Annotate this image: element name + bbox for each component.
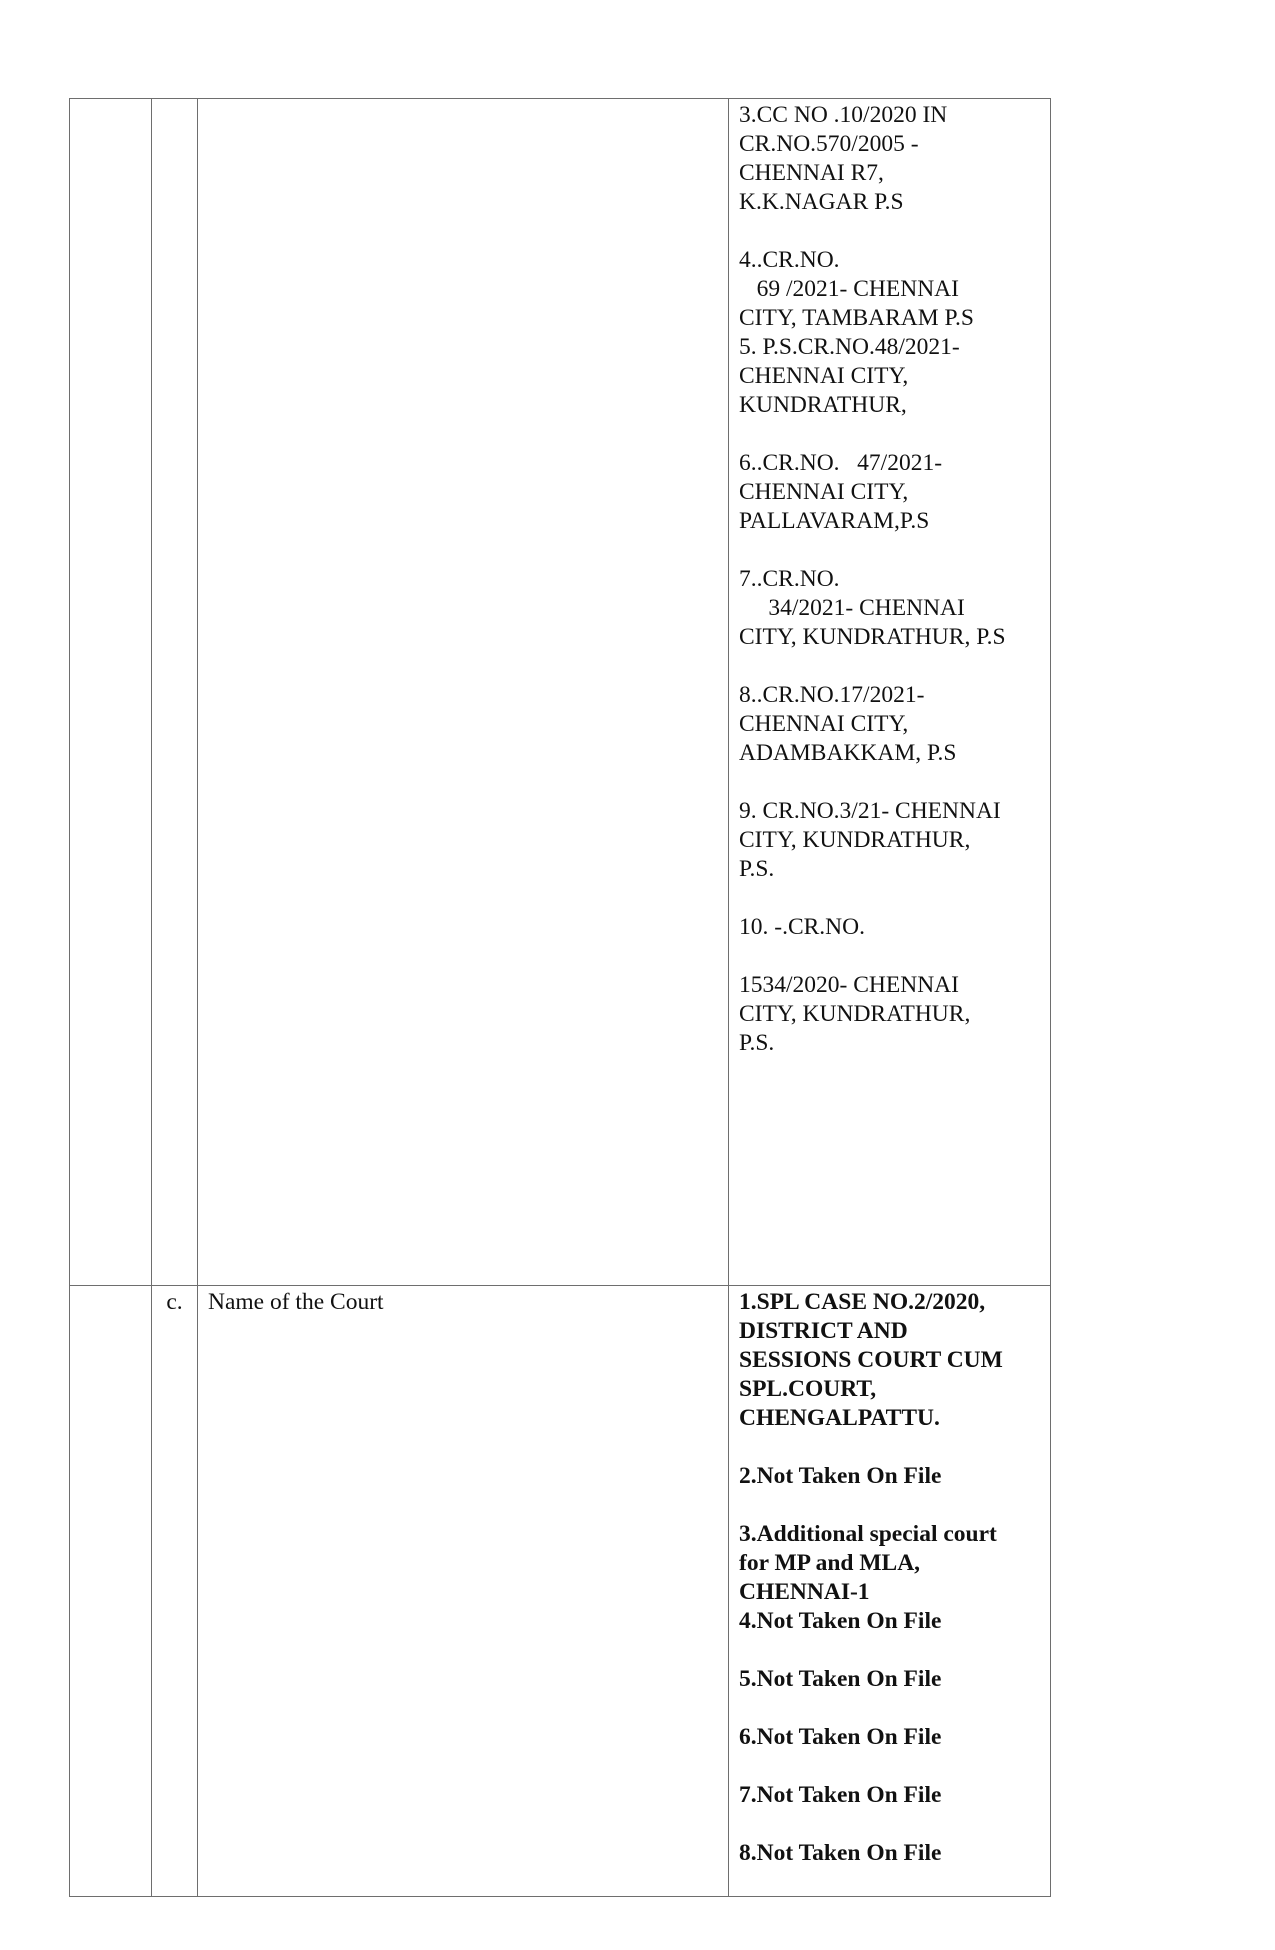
index-cell: [152, 99, 198, 1286]
value-cell: [729, 1286, 1051, 1897]
list-item: [739, 565, 1040, 652]
entry-line: 1534/2020- CHENNAI: [739, 972, 959, 998]
list-item: [739, 449, 1040, 536]
table-row-case-numbers: [70, 99, 1051, 1286]
entry-line: 4.Not Taken On File: [739, 1608, 942, 1634]
entry-line: for MP and MLA,: [739, 1550, 921, 1576]
list-item: [739, 101, 1040, 217]
case-number-list: [729, 99, 1050, 1058]
entry-line: SESSIONS COURT CUM: [739, 1347, 1003, 1373]
entry-line: CHENGALPATTU.: [739, 1405, 940, 1431]
entry-line: DISTRICT AND: [739, 1318, 908, 1344]
entry-line: 34/2021- CHENNAI: [739, 595, 965, 621]
entry-line: CR.NO.570/2005 -: [739, 131, 919, 157]
list-item: [739, 1520, 1040, 1607]
label-text: [198, 99, 728, 101]
list-item: [739, 1781, 1040, 1810]
index-text: c.: [166, 1289, 183, 1315]
label-text: Name of the Court: [208, 1289, 384, 1315]
entry-line: 4..CR.NO.: [739, 247, 840, 273]
entry-line: SPL.COURT,: [739, 1376, 877, 1402]
list-item: [739, 1288, 1040, 1433]
entry-line: 10. -.CR.NO.: [739, 914, 865, 940]
entry-line: ADAMBAKKAM, P.S: [739, 740, 957, 766]
serial-cell: [70, 99, 152, 1286]
entry-line: 3.CC NO .10/2020 IN: [739, 102, 948, 128]
table-row-court-names: [70, 1286, 1051, 1897]
entry-line: P.S.: [739, 856, 775, 882]
list-item: [739, 681, 1040, 768]
entry-line: CHENNAI CITY,: [739, 479, 909, 505]
entry-line: PALLAVARAM,P.S: [739, 508, 930, 534]
entry-line: CHENNAI CITY,: [739, 363, 909, 389]
list-item: [739, 1839, 1040, 1868]
entry-line: KUNDRATHUR,: [739, 392, 907, 418]
list-item: [739, 1462, 1040, 1491]
entry-line: 6.Not Taken On File: [739, 1724, 942, 1750]
entry-line: CHENNAI-1: [739, 1579, 870, 1605]
serial-text: [70, 99, 151, 101]
list-item: [739, 333, 1040, 420]
list-item: [739, 971, 1040, 1058]
entry-line: 5. P.S.CR.NO.48/2021-: [739, 334, 960, 360]
entry-line: 8..CR.NO.17/2021-: [739, 682, 925, 708]
index-text: [152, 99, 197, 101]
entry-line: P.S.: [739, 1030, 775, 1056]
entry-line: 2.Not Taken On File: [739, 1463, 942, 1489]
serial-text: [70, 1286, 151, 1288]
entry-line: CHENNAI R7,: [739, 160, 884, 186]
list-item: [739, 1723, 1040, 1752]
court-name-list: [729, 1286, 1050, 1868]
entry-line: CHENNAI CITY,: [739, 711, 909, 737]
value-cell: [729, 99, 1051, 1286]
entry-line: 5.Not Taken On File: [739, 1666, 942, 1692]
label-cell: [198, 99, 729, 1286]
list-item: [739, 797, 1040, 884]
case-details-table: [69, 98, 1051, 1897]
entry-line: CITY, TAMBARAM P.S: [739, 305, 974, 331]
list-item: [739, 246, 1040, 333]
serial-cell: [70, 1286, 152, 1897]
entry-line: CITY, KUNDRATHUR,: [739, 827, 971, 853]
entry-line: CITY, KUNDRATHUR, P.S: [739, 624, 1006, 650]
entry-line: K.K.NAGAR P.S: [739, 189, 904, 215]
list-item: [739, 913, 1040, 942]
entry-line: 6..CR.NO. 47/2021-: [739, 450, 943, 476]
list-item: [739, 1607, 1040, 1636]
entry-line: 7.Not Taken On File: [739, 1782, 942, 1808]
list-item: [739, 1665, 1040, 1694]
entry-line: 7..CR.NO.: [739, 566, 840, 592]
entry-line: 9. CR.NO.3/21- CHENNAI: [739, 798, 1001, 824]
entry-line: 8.Not Taken On File: [739, 1840, 942, 1866]
index-cell: [152, 1286, 198, 1897]
entry-line: 69 /2021- CHENNAI: [739, 276, 959, 302]
entry-line: 1.SPL CASE NO.2/2020,: [739, 1289, 986, 1315]
label-cell: [198, 1286, 729, 1897]
entry-line: 3.Additional special court: [739, 1521, 997, 1547]
entry-line: CITY, KUNDRATHUR,: [739, 1001, 971, 1027]
